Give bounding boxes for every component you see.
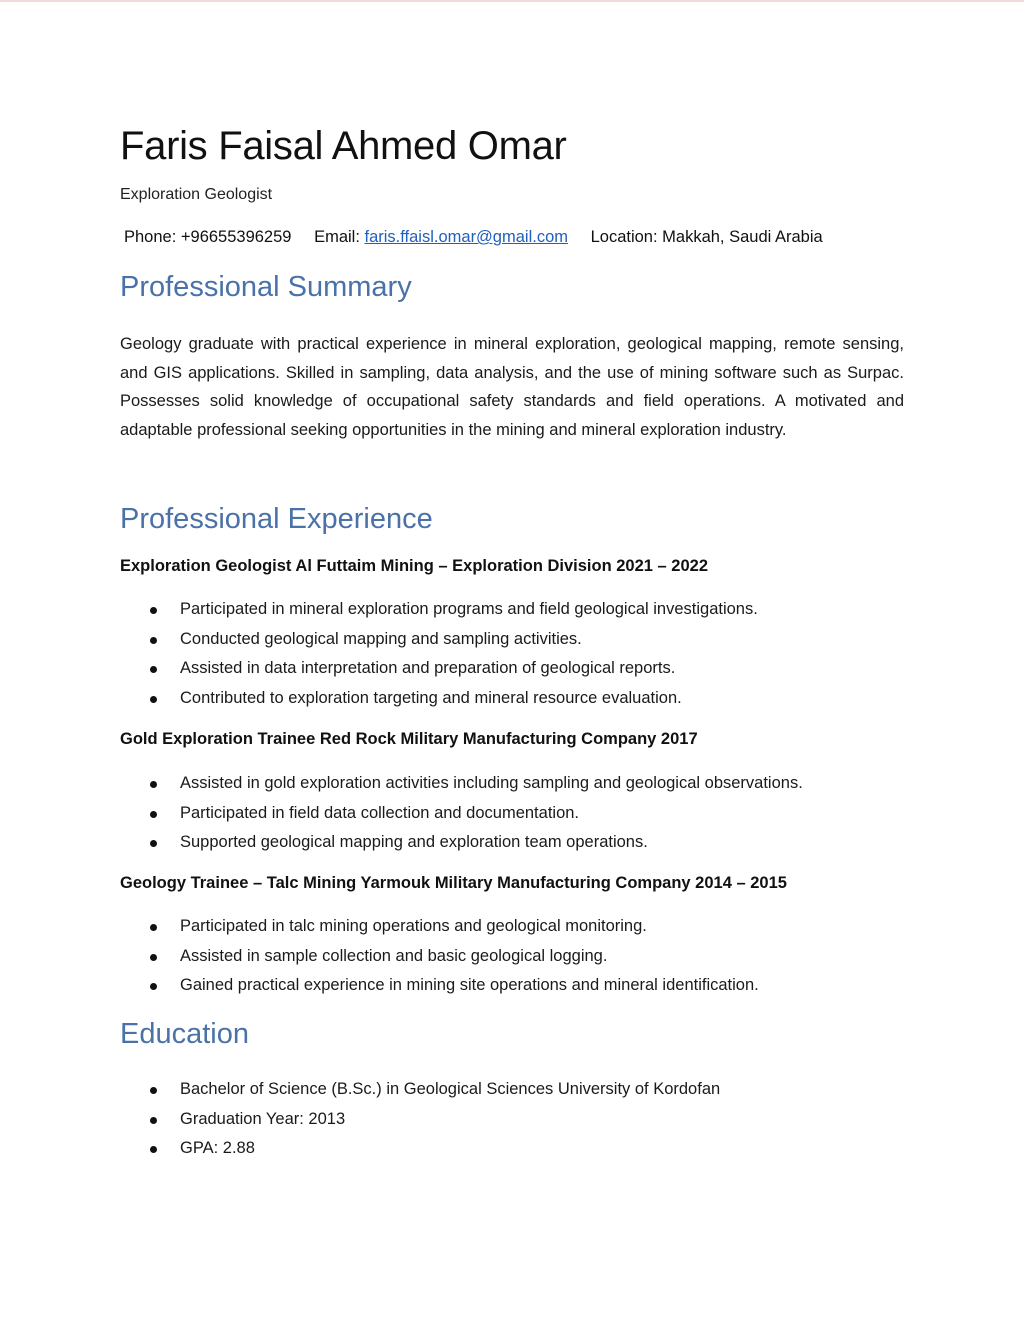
phone-text: Phone: +96655396259 (124, 228, 292, 246)
list-item: Participated in mineral exploration programs and field geological investigations. (120, 595, 904, 625)
list-item: Participated in talc mining operations and geological monitoring. (120, 912, 904, 942)
education-heading: Education (120, 1018, 249, 1050)
list-item: Conducted geological mapping and sampling activities. (120, 625, 904, 655)
candidate-name: Faris Faisal Ahmed Omar (120, 124, 567, 168)
education-bullets (120, 1075, 904, 1164)
list-item: Assisted in sample collection and basic geological logging. (120, 942, 904, 972)
contact-line (124, 228, 823, 247)
experience-heading: Professional Experience (120, 503, 433, 535)
email-label: Email: (314, 228, 360, 246)
location-text: Location: Makkah, Saudi Arabia (590, 228, 823, 246)
job-2-bullets (120, 769, 904, 858)
candidate-job-title: Exploration Geologist (120, 186, 273, 203)
list-item: Participated in field data collection and documentation. (120, 799, 904, 829)
list-item: GPA: 2.88 (120, 1134, 904, 1164)
list-item: Assisted in gold exploration activities including sampling and geological observations. (120, 769, 904, 799)
job-title-1: Exploration Geologist Al Futtaim Mining – Exploration Division 2021 – 2022 (120, 557, 709, 575)
list-item: Contributed to exploration targeting and mineral resource evaluation. (120, 684, 904, 714)
list-item: Bachelor of Science (B.Sc.) in Geological Sciences University of Kordofan (120, 1075, 904, 1105)
list-item: Graduation Year: 2013 (120, 1105, 904, 1135)
job-title-3: Geology Trainee – Talc Mining Yarmouk Military Manufacturing Company 2014 – 2015 (120, 874, 787, 892)
job-3-bullets (120, 912, 904, 1001)
job-title-2: Gold Exploration Trainee Red Rock Military Manufacturing Company 2017 (120, 730, 698, 748)
email-link[interactable]: faris.ffaisl.omar@gmail.com (364, 228, 568, 246)
summary-heading: Professional Summary (120, 271, 412, 303)
job-1-bullets (120, 595, 904, 713)
summary-text: Geology graduate with practical experience in mineral exploration, geological mapping, remote sensing, and GIS applications. Skilled in sampling, data analysis, and the use of mining software such as Surpac. Possesses solid knowledge of occupational safety standards and field operations. A motivated and adaptable professional seeking opportunities in the mining and mineral exploration industry. (120, 335, 904, 439)
page-top-border (0, 0, 1024, 2)
list-item: Supported geological mapping and exploration team operations. (120, 828, 904, 858)
list-item: Gained practical experience in mining site operations and mineral identification. (120, 971, 904, 1001)
list-item: Assisted in data interpretation and preparation of geological reports. (120, 654, 904, 684)
